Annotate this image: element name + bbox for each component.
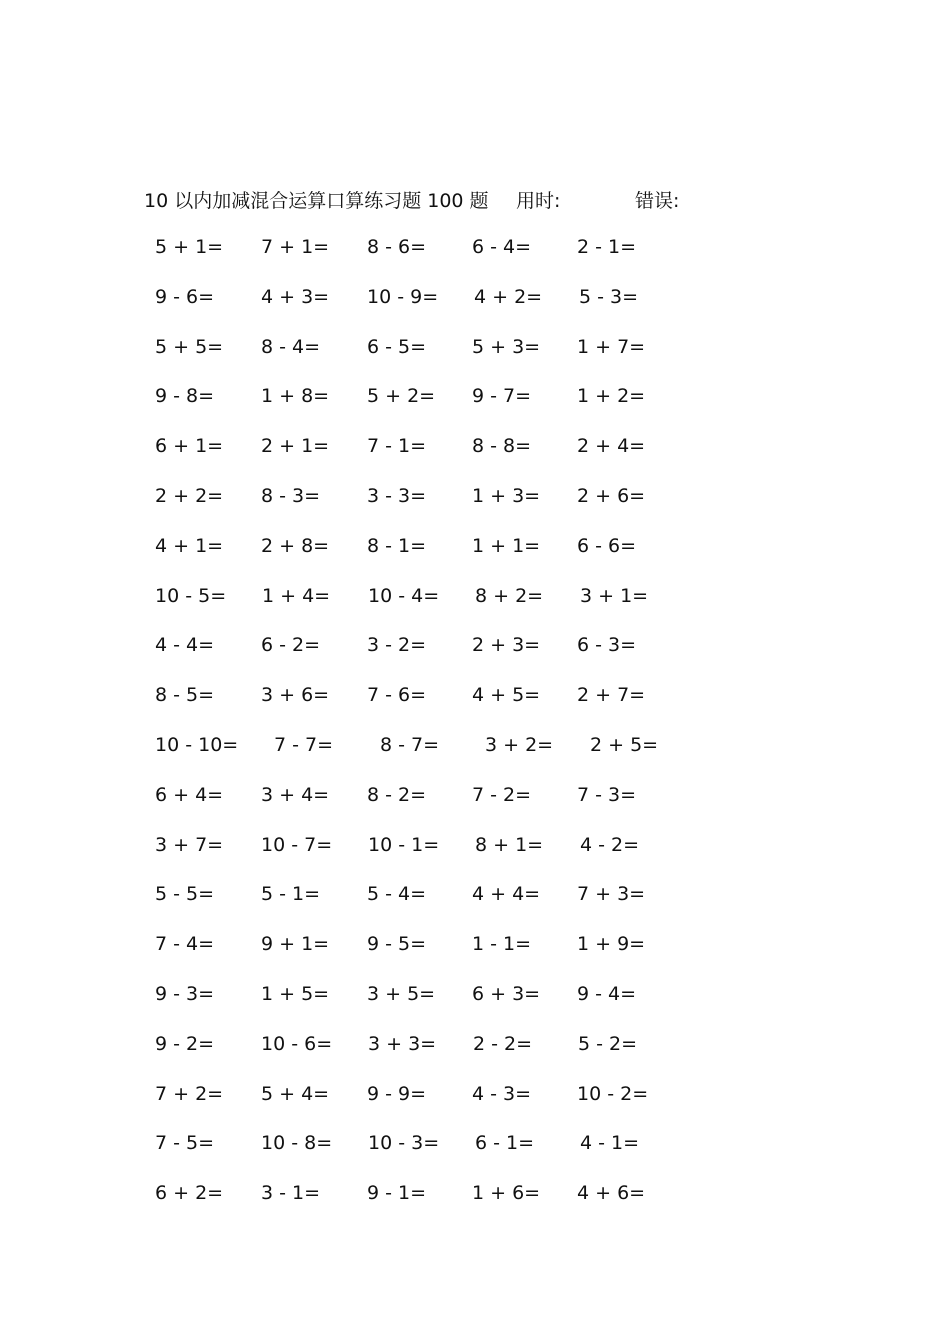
arithmetic-problem: 7 - 2= — [472, 783, 532, 806]
arithmetic-problem: 4 - 1= — [580, 1132, 640, 1155]
arithmetic-problem: 3 - 1= — [261, 1182, 321, 1205]
arithmetic-problem: 6 + 4= — [155, 783, 224, 806]
arithmetic-problem: 8 - 4= — [261, 335, 321, 358]
arithmetic-problem: 10 - 5= — [155, 584, 227, 607]
arithmetic-problem: 5 - 2= — [578, 1032, 638, 1055]
problem-row — [0, 385, 950, 415]
problem-row — [0, 1132, 950, 1162]
arithmetic-problem: 4 + 4= — [472, 883, 541, 906]
arithmetic-problem: 8 - 2= — [367, 783, 427, 806]
problem-row — [0, 435, 950, 465]
arithmetic-problem: 6 - 4= — [472, 236, 532, 258]
problem-row — [0, 784, 950, 814]
arithmetic-problem: 7 + 1= — [261, 236, 330, 258]
arithmetic-problem: 4 + 3= — [261, 285, 330, 308]
arithmetic-problem: 3 - 2= — [367, 634, 427, 657]
arithmetic-problem: 7 + 3= — [577, 883, 646, 906]
arithmetic-problem: 9 - 9= — [367, 1082, 427, 1105]
arithmetic-problem: 2 + 6= — [577, 485, 646, 507]
arithmetic-problem: 9 - 4= — [577, 983, 637, 1005]
arithmetic-problem: 7 - 6= — [367, 684, 427, 707]
arithmetic-problem: 2 + 4= — [577, 435, 646, 458]
problem-row — [0, 933, 950, 963]
arithmetic-problem: 4 - 4= — [155, 634, 215, 657]
arithmetic-problem: 7 - 1= — [367, 435, 427, 458]
arithmetic-problem: 3 + 7= — [155, 833, 224, 856]
arithmetic-problem: 4 + 5= — [472, 684, 541, 707]
arithmetic-problem: 1 + 9= — [577, 933, 646, 956]
arithmetic-problem: 10 - 8= — [261, 1132, 333, 1155]
problem-row — [0, 734, 950, 764]
arithmetic-problem: 3 - 3= — [367, 485, 427, 507]
arithmetic-problem: 2 + 3= — [472, 634, 541, 657]
arithmetic-problem: 10 - 4= — [368, 584, 440, 607]
arithmetic-problem: 6 + 3= — [472, 983, 541, 1005]
arithmetic-problem: 1 + 3= — [472, 485, 541, 507]
arithmetic-problem: 10 - 7= — [261, 833, 333, 856]
arithmetic-problem: 5 - 4= — [367, 883, 427, 906]
arithmetic-problem: 1 + 2= — [577, 385, 646, 408]
arithmetic-problem: 7 - 7= — [274, 734, 334, 756]
problem-row — [0, 286, 950, 316]
arithmetic-problem: 10 - 2= — [577, 1082, 649, 1105]
arithmetic-problem: 6 - 6= — [577, 534, 637, 557]
arithmetic-problem: 5 - 1= — [261, 883, 321, 906]
arithmetic-problem: 3 + 6= — [261, 684, 330, 707]
arithmetic-problem: 3 + 5= — [367, 983, 436, 1005]
arithmetic-problem: 7 - 5= — [155, 1132, 215, 1155]
errors-label: 错误: — [635, 190, 680, 212]
arithmetic-problem: 4 + 2= — [474, 285, 543, 308]
arithmetic-problem: 10 - 3= — [368, 1132, 440, 1155]
arithmetic-problem: 9 - 2= — [155, 1032, 215, 1055]
arithmetic-problem: 5 - 5= — [155, 883, 215, 906]
problem-row — [0, 1033, 950, 1063]
arithmetic-problem: 8 - 8= — [472, 435, 532, 458]
arithmetic-problem: 8 + 2= — [475, 584, 544, 607]
arithmetic-problem: 8 - 5= — [155, 684, 215, 707]
arithmetic-problem: 2 + 7= — [577, 684, 646, 707]
arithmetic-problem: 10 - 6= — [261, 1032, 333, 1055]
arithmetic-problem: 2 + 5= — [590, 734, 659, 756]
arithmetic-problem: 4 + 1= — [155, 534, 224, 557]
problem-row — [0, 684, 950, 714]
arithmetic-problem: 6 - 2= — [261, 634, 321, 657]
arithmetic-problem: 8 - 1= — [367, 534, 427, 557]
arithmetic-problem: 9 - 1= — [367, 1182, 427, 1205]
arithmetic-problem: 1 + 8= — [261, 385, 330, 408]
problem-row — [0, 535, 950, 565]
arithmetic-problem: 8 - 7= — [380, 734, 440, 756]
arithmetic-problem: 2 + 1= — [261, 435, 330, 458]
arithmetic-problem: 6 - 1= — [475, 1132, 535, 1155]
arithmetic-problem: 6 + 1= — [155, 435, 224, 458]
problem-row — [0, 1182, 950, 1212]
problem-row — [0, 983, 950, 1013]
arithmetic-problem: 2 + 8= — [261, 534, 330, 557]
arithmetic-problem: 6 - 3= — [577, 634, 637, 657]
arithmetic-problem: 3 + 2= — [485, 734, 554, 756]
problem-row — [0, 834, 950, 864]
problem-row — [0, 1083, 950, 1113]
arithmetic-problem: 2 - 1= — [577, 236, 637, 258]
arithmetic-problem: 9 - 7= — [472, 385, 532, 408]
worksheet-title: 10 以内加减混合运算口算练习题 100 题 — [144, 190, 489, 212]
arithmetic-problem: 2 + 2= — [155, 485, 224, 507]
arithmetic-problem: 7 - 3= — [577, 783, 637, 806]
problem-row — [0, 236, 950, 266]
arithmetic-problem: 5 - 3= — [579, 285, 639, 308]
arithmetic-problem: 8 - 3= — [261, 485, 321, 507]
arithmetic-problem: 1 + 5= — [261, 983, 330, 1005]
arithmetic-problem: 1 + 4= — [262, 584, 331, 607]
arithmetic-problem: 4 - 2= — [580, 833, 640, 856]
arithmetic-problem: 5 + 1= — [155, 236, 224, 258]
arithmetic-problem: 5 + 4= — [261, 1082, 330, 1105]
arithmetic-problem: 3 + 3= — [368, 1032, 437, 1055]
arithmetic-problem: 5 + 3= — [472, 335, 541, 358]
arithmetic-problem: 2 - 2= — [473, 1032, 533, 1055]
arithmetic-problem: 8 + 1= — [475, 833, 544, 856]
arithmetic-problem: 1 + 6= — [472, 1182, 541, 1205]
arithmetic-problem: 3 + 4= — [261, 783, 330, 806]
arithmetic-problem: 8 - 6= — [367, 236, 427, 258]
problem-row — [0, 634, 950, 664]
arithmetic-problem: 5 + 5= — [155, 335, 224, 358]
arithmetic-problem: 1 + 1= — [472, 534, 541, 557]
arithmetic-problem: 9 - 6= — [155, 285, 215, 308]
problem-row — [0, 585, 950, 615]
arithmetic-problem: 5 + 2= — [367, 385, 436, 408]
arithmetic-problem: 9 - 8= — [155, 385, 215, 408]
problem-row — [0, 336, 950, 366]
arithmetic-problem: 9 + 1= — [261, 933, 330, 956]
problem-row — [0, 883, 950, 913]
arithmetic-problem: 3 + 1= — [580, 584, 649, 607]
arithmetic-problem: 10 - 9= — [367, 285, 439, 308]
time-used-label: 用时: — [516, 190, 561, 212]
arithmetic-problem: 7 - 4= — [155, 933, 215, 956]
arithmetic-problem: 4 - 3= — [472, 1082, 532, 1105]
arithmetic-problem: 1 - 1= — [472, 933, 532, 956]
arithmetic-problem: 7 + 2= — [155, 1082, 224, 1105]
arithmetic-problem: 4 + 6= — [577, 1182, 646, 1205]
arithmetic-problem: 9 - 3= — [155, 983, 215, 1005]
arithmetic-problem: 10 - 1= — [368, 833, 440, 856]
arithmetic-problem: 6 + 2= — [155, 1182, 224, 1205]
arithmetic-problem: 9 - 5= — [367, 933, 427, 956]
arithmetic-problem: 1 + 7= — [577, 335, 646, 358]
arithmetic-problem: 6 - 5= — [367, 335, 427, 358]
arithmetic-problem: 10 - 10= — [155, 734, 239, 756]
problem-row — [0, 485, 950, 515]
